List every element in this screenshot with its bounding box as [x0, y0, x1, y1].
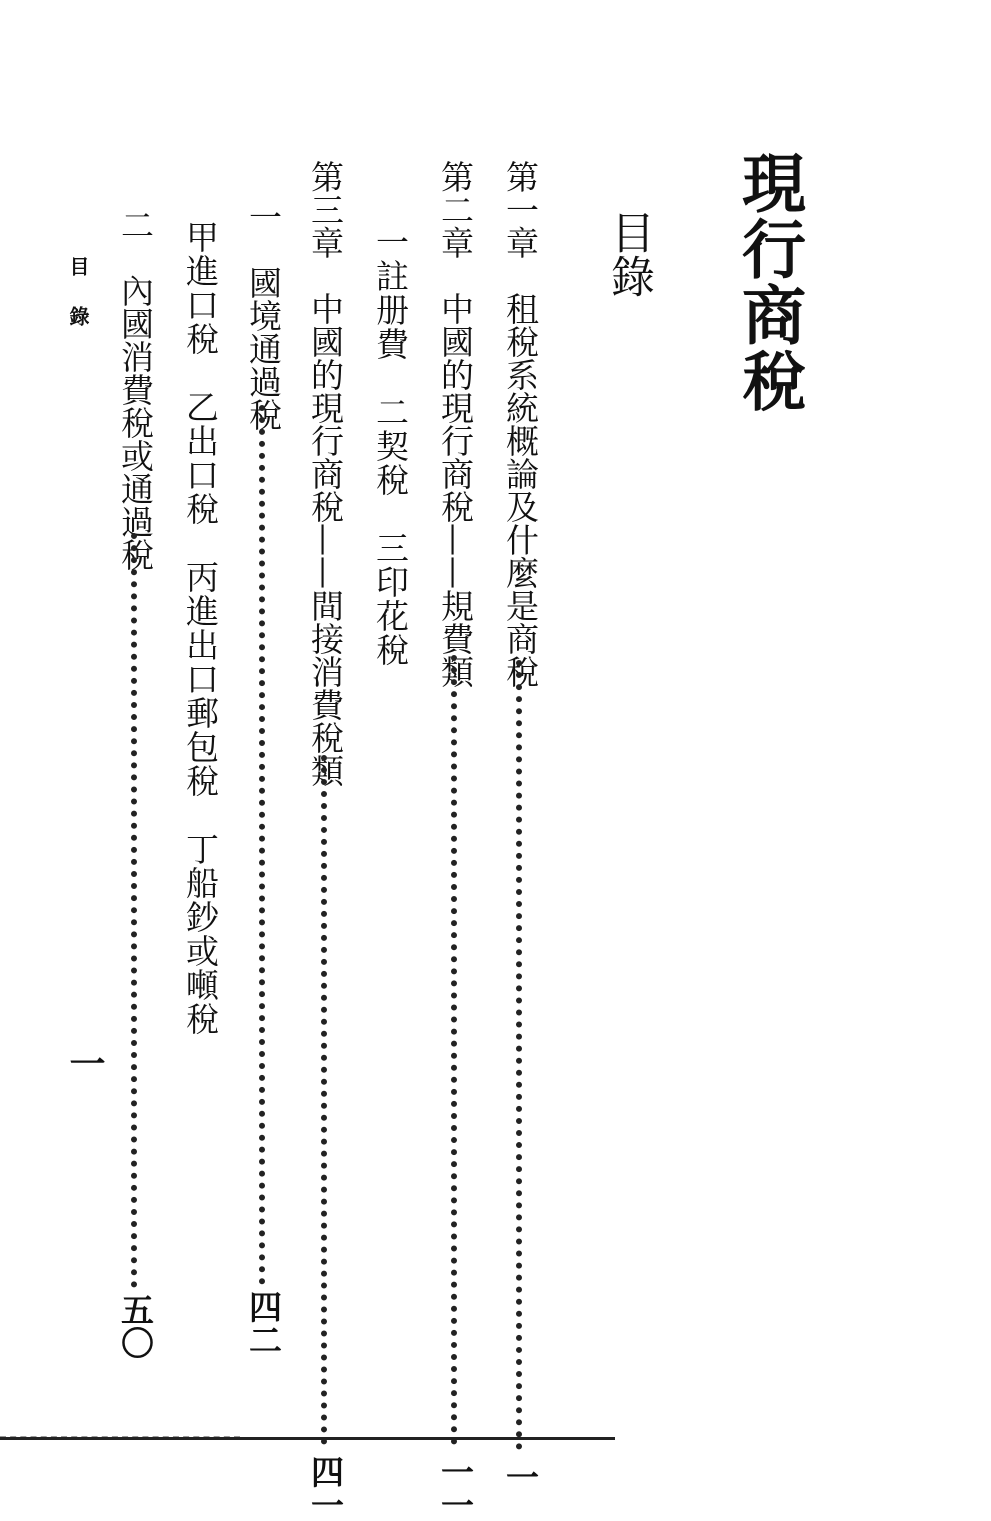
- toc-page-number: 四二: [244, 1290, 283, 1356]
- dot-leader: [131, 533, 137, 1288]
- bottom-rule: [0, 1437, 615, 1440]
- dot-leader: [451, 655, 457, 1445]
- toc-entry-label: 甲進口稅 乙出口稅 丙進出口郵包稅 丁船鈔或噸稅: [181, 220, 220, 1036]
- toc-entry-section-1: [243, 200, 283, 1356]
- toc-entry-chapter-2: [435, 160, 475, 1521]
- toc-entry-label: 第一章 租稅系統概論及什麼是商稅: [501, 160, 540, 688]
- toc-entry-label: 一註册費 二契稅 三印花稅: [371, 225, 410, 667]
- dot-leader: [259, 405, 265, 1285]
- toc-entry-subitems-chapter-2: [370, 225, 410, 667]
- toc-entry-subitems-section-1: [180, 220, 220, 1036]
- dot-leader: [321, 755, 327, 1445]
- toc-entry-label: 二 內國消費稅或通過稅: [116, 208, 155, 571]
- toc-entry-chapter-3: [305, 160, 345, 1521]
- toc-heading: 目錄: [603, 210, 654, 298]
- running-head: 目錄: [66, 256, 90, 356]
- toc-entry-label: 第二章 中國的現行商稅——規費類: [436, 160, 475, 688]
- book-title: 現行商稅: [731, 150, 806, 414]
- toc-entry-section-2: [115, 208, 155, 1358]
- toc-page-number: 五〇: [116, 1293, 155, 1359]
- toc-page-number: 四一: [306, 1455, 345, 1521]
- toc-entry-label: 第三章 中國的現行商稅——間接消費稅類: [306, 160, 345, 787]
- page-folio: 一: [64, 1045, 106, 1081]
- toc-page-number: 一一: [436, 1455, 475, 1521]
- dot-leader: [516, 660, 522, 1450]
- toc-page-number: 一: [501, 1460, 540, 1493]
- toc-entry-chapter-1: [500, 160, 540, 1493]
- toc-entry-label: 一 國境通過稅: [244, 200, 283, 431]
